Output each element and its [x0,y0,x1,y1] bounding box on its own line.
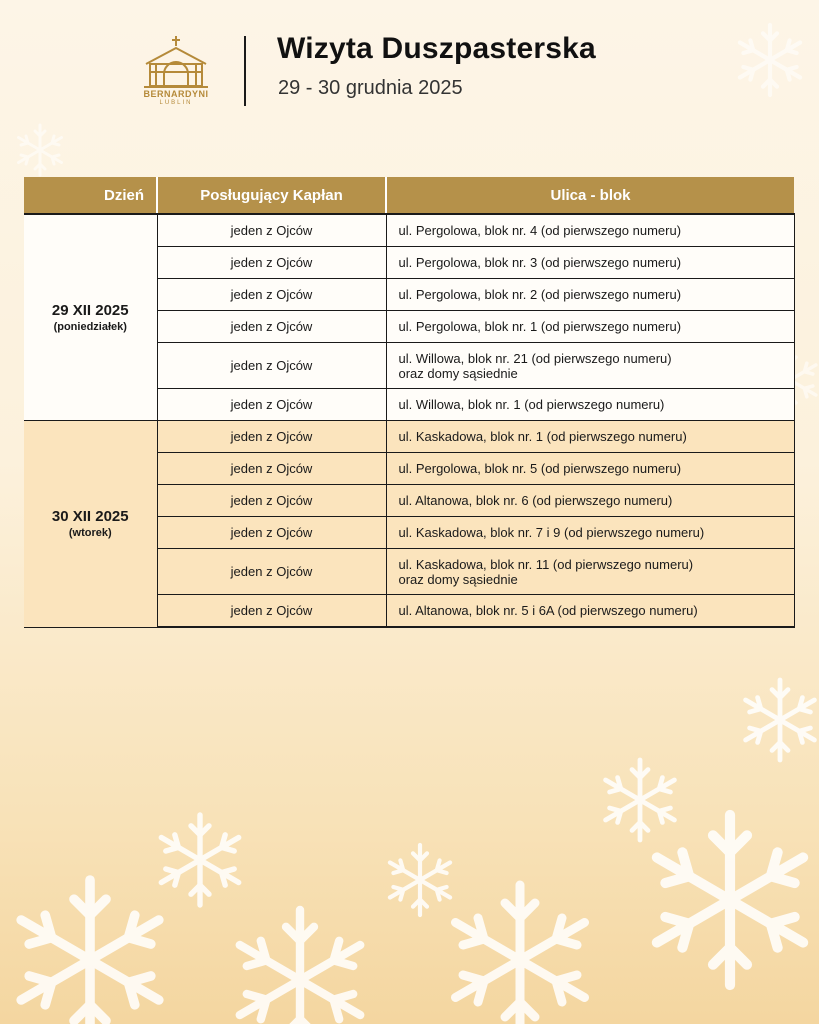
table-header-row [24,177,794,214]
priest-cell: jeden z Ojców [157,311,386,343]
priest-cell: jeden z Ojców [157,389,386,421]
street-cell: ul. Altanowa, blok nr. 6 (od pierwszego numeru) [386,485,794,517]
street-cell [386,343,794,389]
street-cell: ul. Altanowa, blok nr. 5 i 6A (od pierwszego numeru) [386,595,794,628]
day-cell [24,214,157,421]
logo-name: BERNARDYNI [143,89,209,99]
day-group-2 [24,421,794,628]
day-cell [24,421,157,628]
page-header [0,0,819,120]
street-line-2: oraz domy sąsiednie [398,571,518,587]
priest-cell: jeden z Ojców [157,549,386,595]
schedule-table [24,177,795,628]
street-cell: ul. Kaskadowa, blok nr. 7 i 9 (od pierwszego numeru) [386,517,794,549]
day-weekday: (poniedziałek) [53,321,127,333]
day-date: 29 XII 2025 [51,302,129,319]
column-header-day: Dzień [24,177,157,214]
priest-cell: jeden z Ojców [157,485,386,517]
priest-cell: jeden z Ojców [157,453,386,485]
street-cell: ul. Pergolowa, blok nr. 3 (od pierwszego numeru) [386,247,794,279]
street-cell: ul. Kaskadowa, blok nr. 1 (od pierwszego numeru) [386,421,794,453]
church-logo-icon [140,34,212,90]
column-header-priest: Posługujący Kapłan [157,177,386,214]
header-divider [244,36,246,106]
street-cell: ul. Pergolowa, blok nr. 4 (od pierwszego numeru) [386,214,794,247]
day-group-1 [24,214,794,421]
priest-cell: jeden z Ojców [157,247,386,279]
street-cell: ul. Pergolowa, blok nr. 1 (od pierwszego numeru) [386,311,794,343]
street-line-1: ul. Kaskadowa, blok nr. 11 (od pierwszego numeru) [398,556,694,572]
street-cell: ul. Pergolowa, blok nr. 2 (od pierwszego numeru) [386,279,794,311]
page-subtitle: 29 - 30 grudnia 2025 [278,77,463,99]
priest-cell: jeden z Ojców [157,517,386,549]
priest-cell: jeden z Ojców [157,343,386,389]
column-header-street: Ulica - blok [386,177,794,214]
street-cell [386,549,794,595]
day-weekday: (wtorek) [68,527,112,540]
street-cell: ul. Willowa, blok nr. 1 (od pierwszego numeru) [386,389,794,421]
page-title: Wizyta Duszpasterska [277,32,596,65]
street-line-2: oraz domy sąsiednie [398,365,518,381]
table-row [24,421,794,453]
street-cell: ul. Pergolowa, blok nr. 5 (od pierwszego numeru) [386,453,794,485]
priest-cell: jeden z Ojców [157,595,386,628]
day-date: 30 XII 2025 [51,508,129,526]
logo [140,34,212,110]
priest-cell: jeden z Ojców [157,214,386,247]
street-line-1: ul. Willowa, blok nr. 21 (od pierwszego numeru) [398,350,672,366]
logo-subtitle: LUBLIN [159,100,193,106]
priest-cell: jeden z Ojców [157,279,386,311]
priest-cell: jeden z Ojców [157,421,386,453]
table-row [24,214,794,247]
